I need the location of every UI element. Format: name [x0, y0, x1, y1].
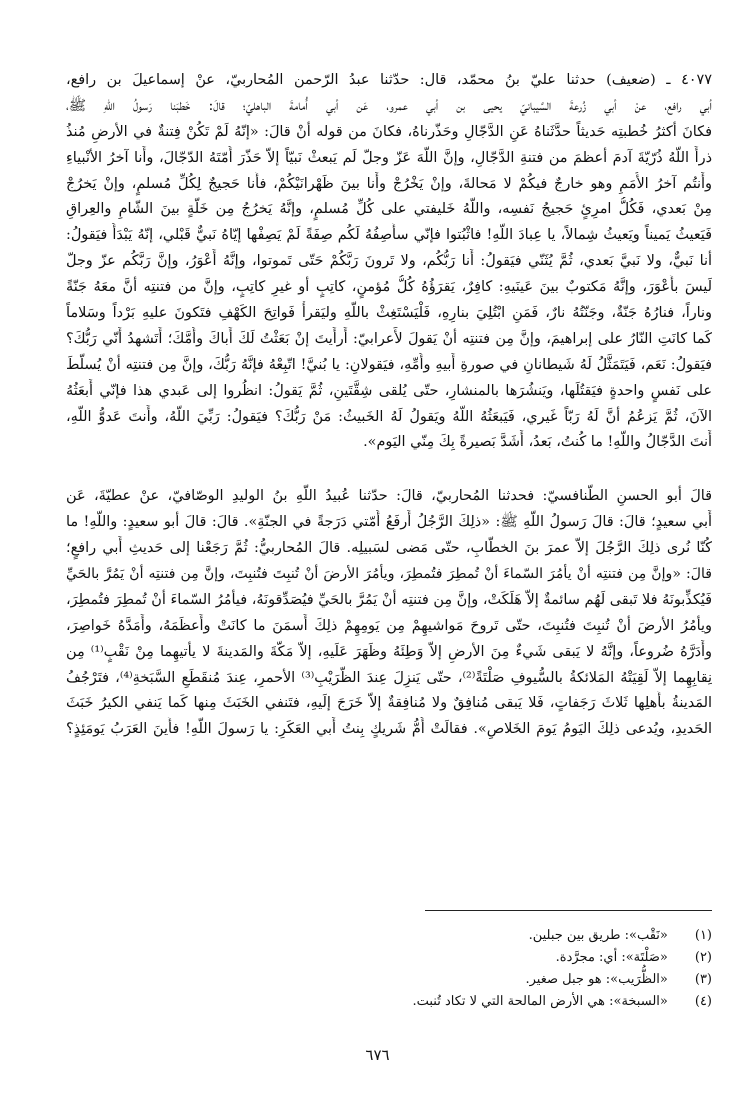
footnote-item	[292, 947, 712, 969]
text-line: ٤٠٧٧ ـ (ضعيف) حدثنا عليّ بنُ محمّد، قال: حدّثنا عبدُ الرّحمن المُحاربيّ، عنْ إسماعيلَ بن رافع،	[66, 72, 712, 88]
footnote-item	[292, 969, 712, 991]
footnote-text: «نَقْب»: طريق بين جبلين.	[528, 928, 668, 943]
text-line: أبي رافع، عنْ أبي زُرعةَ السَّيبانيّ يحيى بن أبي عمرو، عَن أبي أُمامةَ الباهليّ؛ قالَ: خَطبَنا رَسولُ اللّهِ ﷺ،	[66, 97, 712, 114]
text-line: وناراً، فنارُهُ جَنّةٌ، وجَنّتُهُ نارٌ، فَمَنِ ابْتُلِيَ بنارِهِ، فَلْيَسْتَغِثْ باللّهِ وليَقرأْ فَواتِحَ الكَهْفِ فتَكونَ عليهِ بَرْداً وسَلاماً	[66, 305, 712, 322]
text-line: كُنّا نُرى ذلِكَ الرَّجُلَ إلاّ عمرَ بنَ الخطّابِ، حتّى مَضى لسَبيلِه. قالَ المُحاربيُّ: ثُمَّ رَجَعْنا إلى حَديثِ أَبي رافعٍ؛	[66, 540, 712, 557]
footnote-text: «الظُّرَيب»: هو جبل صغير.	[525, 972, 668, 987]
text-line: أَبي سعيدٍ؛ قالَ: قالَ رَسولُ اللّهِ ﷺ: «ذلِكَ الرَّجُلُ أَرفَعُ أُمّتي دَرَجةً في الجنّةِ». قالَ: قالَ أبو سعيدٍ: واللّهِ! ما	[66, 514, 712, 531]
continuation-paragraph	[66, 484, 712, 743]
text-line: فَيُكذِّبونَهُ فلا تَبقى لَهُم سائمةٌ إلاّ هَلَكَتْ، وإنَّ مِن فتنتِه أنْ يَمُرَّ بالحَيِّ فيُصَدِّقونَهُ، فيأمُرُ السّماءَ أنْ تُمطِرَ فتُمطِرَ،	[66, 591, 712, 608]
text-line: الآنَ، ثُمَّ يَزعُمُ أنَّ لَهُ رَبّاً غَيري، فَيَبعَثُهُ اللّهُ ويَقولُ لَهُ الخَبيثُ: مَنْ رَبُّكَ؟ فيَقولُ: رَبِّيَ اللّهُ، وأَنتَ عَدوُّ اللّهِ،	[66, 408, 712, 425]
hadith-paragraph	[66, 68, 712, 456]
text-line: نِقابِهِما إلاّ لَقِيَتْهُ المَلائكةُ بالسُّيوفِ صَلْتَةً⁽²⁾، حتّى يَنزِلَ عِندَ الظُّرَيْبِ⁽³⁾ الأحمرِ، عِندَ مُنقَطَعِ السَّبَخةِ⁽⁴⁾، فتَرْجُفُ	[66, 669, 712, 686]
footnotes	[292, 925, 712, 1013]
text-line: لَيسَ بأَعْوَرَ، وإنَّهُ مَكتوبٌ بينَ عَينَيهِ: كافِرٌ، يَقرَؤُهُ كُلُّ مُؤمنٍ، كاتِبٍ أو غيرِ كاتِبٍ، وإنَّ من فتنتِه أنَّ معَهُ جَنّةً	[66, 279, 712, 296]
text-line: وأَدَرَّهُ ضُروعاً، وإنَّهُ لا يَبقى شَيءٌ مِنَ الأرضِ إلاّ وَطِئَهُ وظَهَرَ عَلَيهِ، إلاّ مَكّةَ والمَدينةَ لا يأتيهِما مِنْ نَقْبٍ⁽¹⁾ مِن	[66, 643, 712, 660]
footnote-item	[292, 991, 712, 1013]
text-line: أَنتَ الدَّجّالُ واللّهِ! ما كُنتُ، بَعدُ، أَشَدَّ بَصيرةً بِكَ مِنّي اليَوم».	[363, 434, 712, 451]
footnote-item	[292, 925, 712, 947]
text-line: مِنْ بَعدي، فَكُلُّ امرِئٍ حَجيجُ نَفسِه، واللّهُ خَليفتي على كُلِّ مُسلمٍ، وإنَّهُ يَخرُجُ مِن خَلَّةٍ بينَ الشّامِ والعِراقِ	[66, 201, 712, 218]
footnote-text: «صَلْتَة»: أي: مجرَّدة.	[555, 950, 668, 965]
text-line: كَما كانَتِ النّارُ على إبراهيمَ، وإنَّ مِن فتنتِه أنْ يَقولَ لأَعرابيّ: أَرأَيتَ إنْ بَعَثْتُ لَكَ أَباكَ وأُمَّكَ؛ أَتَشهدُ أَنّي رَبُّكَ؟	[66, 330, 712, 347]
text-line: أنا نَبيٌّ، ولا نَبيَّ بَعدي، ثُمَّ يُثَنّي فيَقولُ: أَنا رَبُّكُم، ولا تَرونَ رَبَّكُمْ حَتّى تَموتوا، وإنَّهُ أَعْوَرُ، وإنَّ رَبَّكُم عزّ وجلّ	[66, 253, 712, 270]
text-line: ذرأَ اللّهُ ذُرّيّةَ آدمَ أعظمَ من فتنةِ الدَّجّالِ، وإنَّ اللّهَ عَزّ وجلّ لَم يَبعثْ نَبيّاً إلاّ حَذّرَ أُمّتَهُ الدّجّالَ، وأَنا آخرُ الأنْبياءِ	[66, 149, 712, 166]
footnote-divider	[425, 910, 712, 911]
page-body	[66, 68, 712, 743]
text-line: على نَفسٍ واحدةٍ فيَقتُلَها، ويَنشُرَها بالمنشارِ، حتّى يُلقى شِقَّتَينِ، ثُمَّ يَقولُ: انظُروا إلى عَبدي هذا فإنّي أَبعَثُهُ	[66, 382, 712, 399]
footnote-number: (٣)	[694, 972, 712, 987]
text-line: قالَ أبو الحسنِ الطَّنافسيّ: فحدثنا المُحاربيّ، قالَ: حدّثنا عُبيدُ اللّهِ بنُ الوليدِ الوصّافيّ، عنْ عطيّةَ، عَن	[66, 488, 712, 505]
text-line: وأَنتُم آخرُ الأُمَمِ وهو خارجٌ فيكُمْ لا مَحالةَ، وإنْ يَخْرُجْ وأَنا بينَ ظَهْرانَيْكُمْ، فأَنا حَجيجٌ لِكُلِّ مُسلمٍ، وإنْ يَخرُجْ	[66, 175, 712, 192]
footnote-number: (١)	[694, 928, 712, 943]
text-line: قالَ: «وإنَّ مِن فتنتِه أنْ يأمُرَ السّماءَ أنْ تُمطِرَ فتُمطِرَ، ويأمُرَ الأرضَ أنْ تُنبِتَ فتُنبِتَ، وإنَّ مِن فتنتِه أنْ يَمُرَّ بالحَيِّ	[66, 566, 712, 583]
text-line: فَيَعيثُ يَميناً ويَعيثُ شِمالاً، يا عِبادَ اللّهِ! فاثْبُتوا فإنّي سأَصِفُهُ لَكُم صِفَةً لَمْ يَصِفْها إيّاهُ نَبيٌّ قَبْلي، إنّهُ يَبْدَأُ فيَقولُ:	[66, 227, 712, 244]
footnote-text: «السبخة»: هي الأرض المالحة التي لا تكاد تُنبت.	[412, 994, 668, 1009]
text-line: المَدينةُ بأَهلِها ثَلاثَ رَجَفاتٍ، فَلا يَبقى مُنافِقٌ ولا مُنافِقةٌ إلاّ خَرَجَ إلَيهِ، فتَنفي الخَبَثَ مِنها كَما يَنفي الكيرُ خَبَثَ	[66, 695, 712, 712]
page-number: ٦٧٦	[365, 1046, 390, 1064]
text-line: فيَقولُ: نَعَم، فَيَتَمَثَّلُ لَهُ شَيطانانِ في صورةِ أَبيهِ وأُمِّهِ، فيَقولانِ: يا بُنيَّ! اتّبِعْهُ فإنَّهُ رَبُّكَ، وإنَّ مِن فتنتِه أنْ يُسلَّطَ	[66, 356, 712, 373]
text-line: فكانَ أكثرُ خُطبتِه حَديثاً حدَّثَناهُ عَنِ الدَّجّالِ وحَذّرناهُ، فكانَ من قوله أنْ قالَ: «إنّهُ لَمْ تَكُنْ فِتنةٌ في الأرضِ مُنذُ	[66, 123, 712, 140]
footnote-number: (٢)	[694, 950, 712, 965]
text-line: الحَديدِ، ويُدعى ذلِكَ اليَومُ يَومَ الخَلاصِ». فقالَتْ أُمُّ شَريكٍ بِنتُ أَبي العَكَرِ: يا رَسولَ اللّهِ! فأَينَ العَرَبُ يَومَئِذٍ؟	[66, 721, 712, 738]
footnote-number: (٤)	[694, 994, 712, 1009]
text-line: ويأمُرُ الأرضَ أنْ تُنبِتَ فتُنبِتَ، حتّى تَروحَ مَواشيهِمْ مِن يَومِهِمْ ذلِكَ أَسمَنَ ما كانَتْ وأَعظَمَهُ، وأَمَدَّهُ خَواصِرَ،	[66, 617, 712, 634]
